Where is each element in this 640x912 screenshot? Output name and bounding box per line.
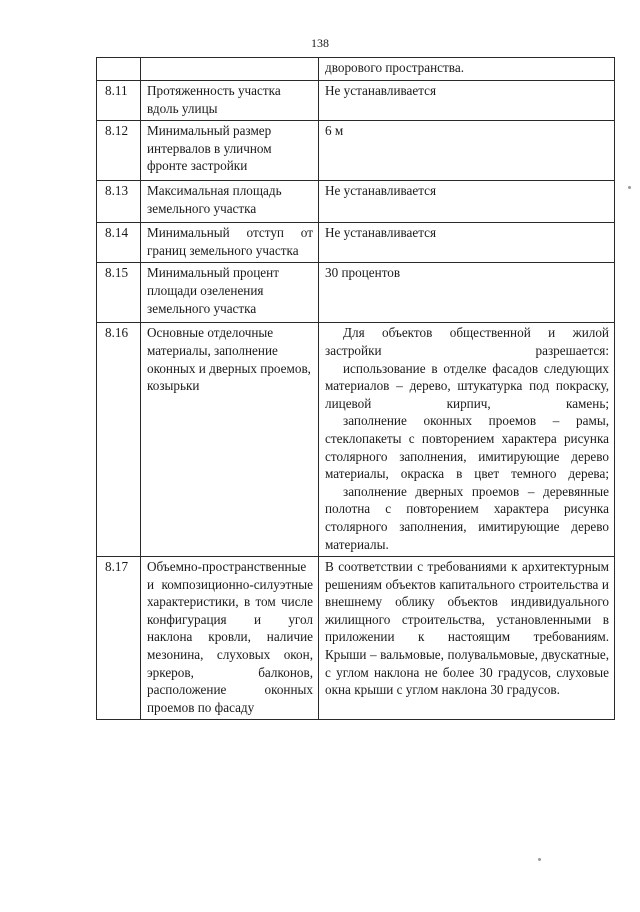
row-number-cell: 8.14 bbox=[97, 223, 141, 263]
scan-speck bbox=[538, 858, 541, 861]
value-cell: Не устанавливается bbox=[319, 181, 615, 223]
parameter-cell: Минимальный отступ от границ земельного участка bbox=[141, 223, 319, 263]
parameter-cell: Минимальный размер интервалов в уличном фронте застройки bbox=[141, 121, 319, 181]
parameter-cell: Протяженность участка вдоль улицы bbox=[141, 81, 319, 121]
row-number-cell: 8.16 bbox=[97, 323, 141, 557]
row-number-cell: 8.12 bbox=[97, 121, 141, 181]
row-number-cell: 8.17 bbox=[97, 557, 141, 720]
value-cell: Не устанавливается bbox=[319, 223, 615, 263]
parameter-cell: Минимальный процент площади озеленения земельного участка bbox=[141, 263, 319, 323]
parameter-cell: Максимальная площадь земельного участка bbox=[141, 181, 319, 223]
table-row bbox=[97, 58, 615, 81]
value-paragraph: Для объектов общественной и жилой застройки разрешается: bbox=[325, 325, 609, 358]
parameter-cell bbox=[141, 58, 319, 81]
scan-speck bbox=[628, 186, 631, 189]
table-row bbox=[97, 263, 615, 323]
value-paragraph: заполнение оконных проемов – рамы, стеклопакеты с повторением характера рисунка столярного заполнения, имитирующие дерево материалы, окраска в цвет темного дерева; bbox=[325, 413, 609, 482]
value-cell: дворового пространства. bbox=[319, 58, 615, 81]
value-cell: 30 процентов bbox=[319, 263, 615, 323]
parameter-cell: Объемно-пространственные и композиционно-силуэтные характеристики, в том числе конфигурация и угол наклона кровли, наличие мезонина, слуховых окон, эркеров, балконов, расположение оконных проемов по фасаду bbox=[141, 557, 319, 720]
parameter-cell: Основные отделочные материалы, заполнение оконных и дверных проемов, козырьки bbox=[141, 323, 319, 557]
value-paragraph: заполнение дверных проемов – деревянные полотна с повторением характера рисунка столярного заполнения, имитирующие дерево материалы. bbox=[325, 483, 609, 552]
regulations-table bbox=[96, 57, 615, 720]
value-cell bbox=[319, 557, 615, 720]
table-row bbox=[97, 81, 615, 121]
row-number-cell bbox=[97, 58, 141, 81]
value-paragraph: использование в отделке фасадов следующих материалов – дерево, штукатурка под покраску, лицевой кирпич, камень; bbox=[325, 360, 609, 411]
value-paragraph: Крыши – вальмовые, полувальмовые, двускатные, с углом наклона не более 30 градусов, слуховые окна крыши с углом наклона 30 градусов. bbox=[325, 647, 609, 698]
table-row bbox=[97, 121, 615, 181]
value-paragraph: В соответствии с требованиями к архитектурным решениям объектов капитального строительства и внешнему облику объектов индивидуального жилищного строительства, установленными в приложении к настоящим требованиям. bbox=[325, 559, 609, 645]
value-cell: 6 м bbox=[319, 121, 615, 181]
page-number: 138 bbox=[311, 36, 329, 50]
value-cell bbox=[319, 323, 615, 557]
table-row bbox=[97, 223, 615, 263]
row-number-cell: 8.13 bbox=[97, 181, 141, 223]
value-cell: Не устанавливается bbox=[319, 81, 615, 121]
row-number-cell: 8.11 bbox=[97, 81, 141, 121]
row-number-cell: 8.15 bbox=[97, 263, 141, 323]
table-row bbox=[97, 557, 615, 720]
table-row bbox=[97, 181, 615, 223]
table-row bbox=[97, 323, 615, 557]
